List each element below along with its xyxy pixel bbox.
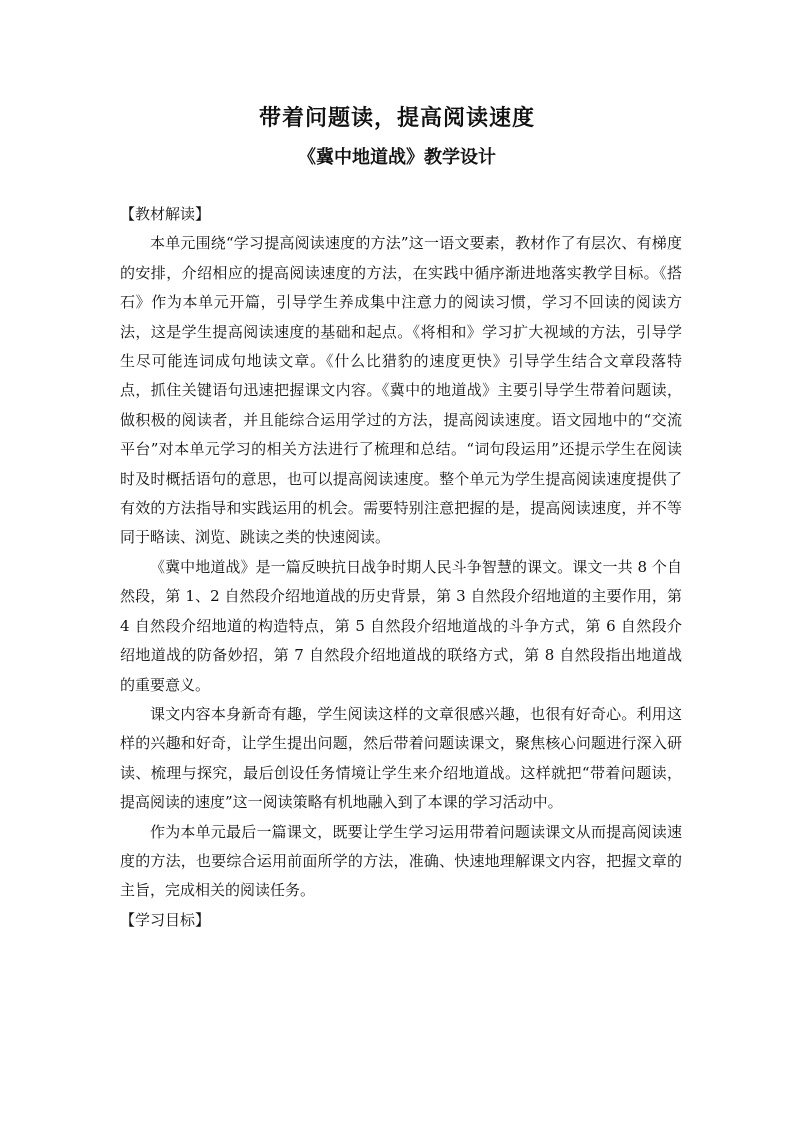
document-body xyxy=(120,200,682,935)
paragraph: 课文内容本身新奇有趣，学生阅读这样的文章很感兴趣，也很有好奇心。利用这样的兴趣和好奇，让学生提出问题，然后带着问题读课文，聚焦核心问题进行深入研读、梳理与探究，最后创设任务情境让学生来介绍地道战。这样就把“带着问题读，提高阅读的速度”这一阅读策略有机地融入到了本课的学习活动中。 xyxy=(120,704,682,812)
document-title: 带着问题读，提高阅读速度 xyxy=(258,105,535,131)
section-heading-learning-objectives: 【学习目标】 xyxy=(120,910,211,929)
paragraph: 本单元围绕“学习提高阅读速度的方法”这一语文要素，教材作了有层次、有梯度的安排，介绍相应的提高阅读速度的方法，在实践中循序渐进地落实教学目标。《搭石》作为本单元开篇，引导学生养成集中注意力的阅读习惯，学习不回读的阅读方法，这是学生提高阅读速度的基础和起点。《将相和》学习扩大视域的方法，引导学生尽可能连词成句地读文章。《什么比猎豹的速度更快》引导学生结合文章段落特点，抓住关键语句迅速把握课文内容。《冀中的地道战》主要引导学生带着问题读，做积极的阅读者，并且能综合运用学过的方法，提高阅读速度。语文园地中的“交流平台”对本单元学习的相关方法进行了梳理和总结。“词句段运用”还提示学生在阅读时及时概括语句的意思，也可以提高阅读速度。整个单元为学生提高阅读速度提供了有效的方法指导和实践运用的机会。需要特别注意把握的是，提高阅读速度，并不等同于略读、浏览、跳读之类的快速阅读。 xyxy=(120,234,682,547)
section-heading-textbook-analysis: 【教材解读】 xyxy=(120,205,211,223)
paragraph: 作为本单元最后一篇课文，既要让学生学习运用带着问题读课文从而提高阅读速度的方法，也要综合运用前面所学的方法，准确、快速地理解课文内容，把握文章的主旨，完成相关的阅读任务。 xyxy=(120,822,682,900)
document-subtitle: 《冀中地道战》教学设计 xyxy=(298,147,496,168)
paragraph: 《冀中地道战》是一篇反映抗日战争时期人民斗争智慧的课文。课文一共 8 个自然段，第 1、2 自然段介绍地道战的历史背景，第 3 自然段介绍地道的主要作用，第 4 自然段介绍地道的构造特点，第 5 自然段介绍地道战的斗争方式，第 6 自然段介绍地道战的防备妙招，第 7 自然段介绍地道战的联络方式，第 8 自然段指出地道战的重要意义。 xyxy=(120,557,682,694)
